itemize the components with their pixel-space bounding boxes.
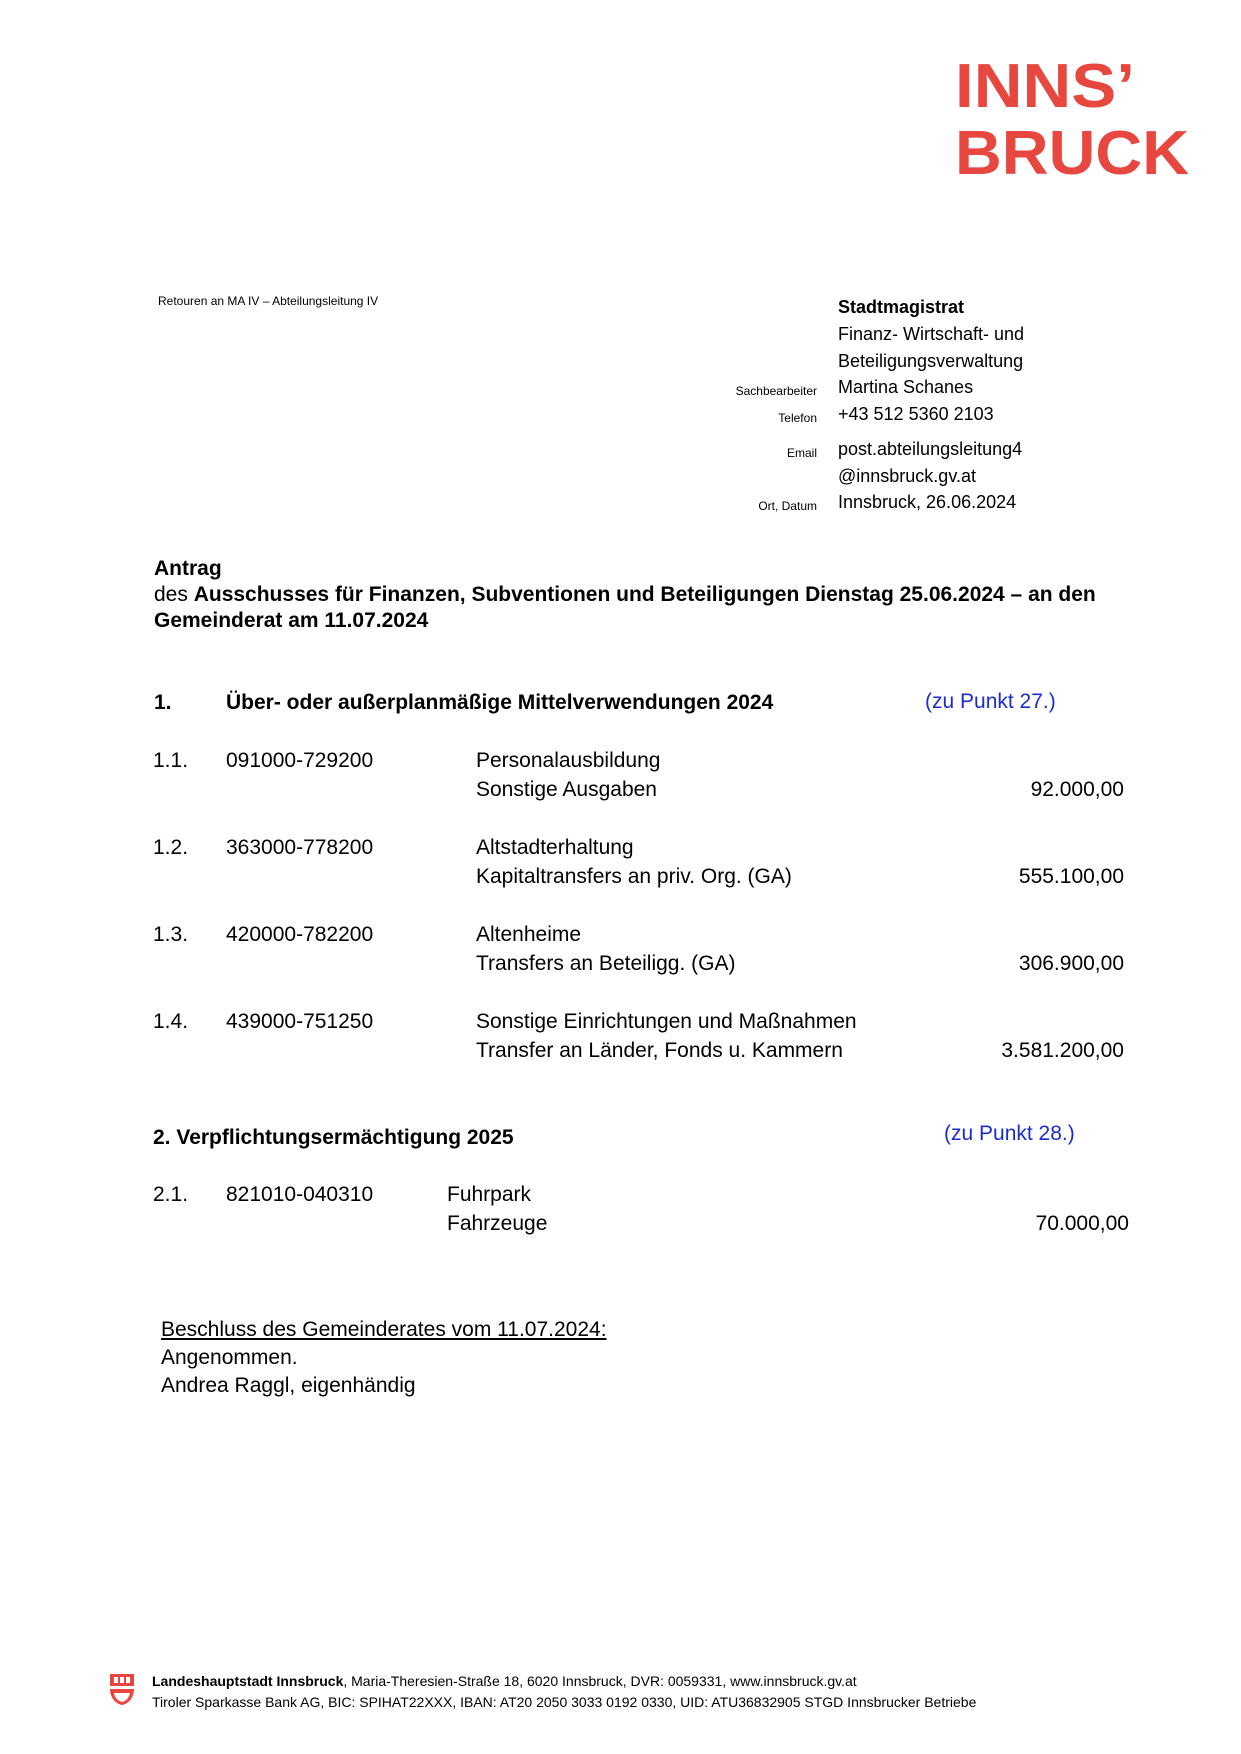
section2-ref: (zu Punkt 28.) xyxy=(944,1122,1075,1145)
item-desc1: Fuhrpark xyxy=(447,1183,532,1206)
email-label: Email xyxy=(786,446,817,460)
council-decision xyxy=(161,1316,607,1400)
item-desc1: Altenheime xyxy=(476,923,582,946)
clerk-name: Martina Schanes xyxy=(838,377,974,397)
section1-title: Über- oder außerplanmäßige Mittelverwendungen 2024 xyxy=(226,691,774,714)
item-number: 1.2. xyxy=(153,836,189,859)
city-crest-icon xyxy=(108,1672,136,1706)
decision-title: Beschluss des Gemeinderates vom 11.07.2024: xyxy=(161,1318,607,1341)
item-account: 091000-729200 xyxy=(226,749,374,772)
item-account: 821010-040310 xyxy=(226,1183,374,1206)
phone-label: Telefon xyxy=(778,411,817,425)
section1-ref: (zu Punkt 27.) xyxy=(925,690,1056,713)
item-desc1: Sonstige Einrichtungen und Maßnahmen xyxy=(476,1010,857,1033)
heading-body: Ausschusses für Finanzen, Subventionen und Beteiligungen Dienstag 25.06.2024 – an den Gemeinderat am 11.07.2024 xyxy=(154,583,1096,632)
return-address: Retouren an MA IV – Abteilungsleitung IV xyxy=(158,294,379,308)
item-number: 2.1. xyxy=(153,1183,189,1206)
document-heading xyxy=(154,556,1144,634)
item-account: 420000-782200 xyxy=(226,923,374,946)
place-date-value: Innsbruck, 26.06.2024 xyxy=(838,492,1017,512)
footer xyxy=(152,1671,976,1713)
item-account: 439000-751250 xyxy=(226,1010,374,1033)
section2-title: 2. Verpflichtungsermächtigung 2025 xyxy=(153,1126,514,1149)
footer-org: Landeshauptstadt Innsbruck xyxy=(152,1673,344,1689)
item-number: 1.3. xyxy=(153,923,189,946)
item-amount: 92.000,00 xyxy=(1030,778,1124,801)
item-number: 1.1. xyxy=(153,749,189,772)
item-amount: 3.581.200,00 xyxy=(1001,1039,1124,1062)
item-desc2: Sonstige Ausgaben xyxy=(476,778,657,801)
item-number: 1.4. xyxy=(153,1010,189,1033)
innsbruck-logo xyxy=(955,52,1200,182)
place-date-label: Ort, Datum xyxy=(758,499,817,513)
item-amount: 306.900,00 xyxy=(1018,952,1124,975)
email-line2[interactable]: @innsbruck.gv.at xyxy=(838,466,976,486)
footer-bank: Tiroler Sparkasse Bank AG, BIC: SPIHAT22XXX, IBAN: AT20 2050 3033 0192 0330, UID: ATU36832905 STGD Innsbrucker Betriebe xyxy=(152,1694,977,1710)
item-amount: 70.000,00 xyxy=(1035,1212,1129,1235)
heading-title: Antrag xyxy=(154,557,222,580)
item-account: 363000-778200 xyxy=(226,836,374,859)
decision-result: Angenommen. xyxy=(161,1346,298,1369)
item-desc2: Transfers an Beteiligg. (GA) xyxy=(476,952,736,975)
sender-org: Stadtmagistrat xyxy=(838,297,965,317)
phone-value: +43 512 5360 2103 xyxy=(838,404,994,424)
item-amount: 555.100,00 xyxy=(1018,865,1124,888)
logo-line1: INNS’ xyxy=(955,52,1135,121)
item-desc2: Fahrzeuge xyxy=(447,1212,548,1235)
item-desc1: Altstadterhaltung xyxy=(476,836,634,859)
item-desc2: Transfer an Länder, Fonds u. Kammern xyxy=(476,1039,843,1062)
sender-dept-line1: Finanz- Wirtschaft- und xyxy=(838,324,1025,344)
footer-address: , Maria-Theresien-Straße 18, 6020 Innsbruck, DVR: 0059331, www.innsbruck.gv.at xyxy=(343,1673,857,1689)
item-desc2: Kapitaltransfers an priv. Org. (GA) xyxy=(476,865,792,888)
heading-prefix: des xyxy=(154,583,194,606)
section1-number: 1. xyxy=(154,691,172,714)
item-desc1: Personalausbildung xyxy=(476,749,661,772)
logo-line2: BRUCK xyxy=(955,119,1190,182)
sender-dept-line2: Beteiligungsverwaltung xyxy=(838,351,1024,371)
clerk-label: Sachbearbeiter xyxy=(735,384,817,398)
email-line1[interactable]: post.abteilungsleitung4 xyxy=(838,439,1023,459)
decision-signature: Andrea Raggl, eigenhändig xyxy=(161,1374,416,1397)
